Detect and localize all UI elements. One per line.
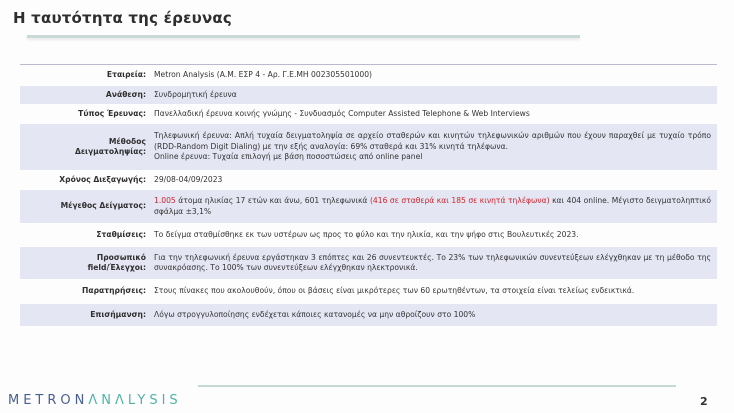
table-row-weighting — [20, 224, 717, 247]
row-label: Παρατηρήσεις: — [82, 286, 146, 296]
logo-metron: METRON — [8, 393, 89, 408]
row-value: 29/08-04/09/2023 — [154, 174, 223, 184]
sample-text: άτομα ηλικίας 17 ετών και άνω, 601 τηλεφωνικά — [175, 196, 370, 205]
row-value: Συνδρομητική έρευνα — [154, 89, 237, 99]
sample-total: 1.005 — [154, 196, 176, 205]
sample-phone-split: (416 σε σταθερά και 185 σε κινητά τηλέφωνα) — [369, 196, 550, 205]
row-value — [154, 131, 717, 163]
table-row-sample-size — [20, 190, 717, 224]
row-value: Πανελλαδική έρευνα κοινής γνώμης - Συνδυασμός Computer Assisted Telephone & Web Interviews — [154, 108, 530, 118]
row-label: Τύπος Έρευνας: — [78, 108, 146, 118]
row-label-line1: Προσωπικό — [96, 252, 146, 262]
page-number: 2 — [700, 395, 708, 408]
page-title: Η ταυτότητα της έρευνας — [13, 9, 232, 27]
row-label: Χρόνος Διεξαγωγής: — [59, 174, 146, 184]
title-divider — [27, 35, 580, 38]
table-row-period — [20, 171, 717, 190]
row-value: Λόγω στρογγυλοποίησης ενδέχεται κάποιες κατανομές να μην αθροίζουν στο 100% — [154, 309, 476, 319]
row-label: Εταιρεία: — [106, 69, 146, 79]
row-value: Metron Analysis (Α.Μ. ΕΣΡ 4 - Αρ. Γ.Ε.ΜΗ 002305501000) — [154, 69, 372, 79]
metron-analysis-logo — [8, 393, 182, 408]
row-value: Το δείγμα σταθμίσθηκε εκ των υστέρων ως προς το φύλο και την ηλικία, και την ψήφο στις Βουλευτικές 2023. — [154, 229, 579, 239]
sample-text-end: και 404 online. Μέγιστο δειγματοληπτικό σφάλμα ±3,1% — [154, 196, 711, 216]
row-value: Για την τηλεφωνική έρευνα εργάστηκαν 3 επόπτες και 26 συνεντευκτές. Το 23% των τηλεφωνικών συνεντεύξεων ελέγχθηκαν με τη μέθοδο της συνακρόασης. Το 100% των συνεντεύξεων ελέγχθηκαν ηλεκτρονικά. — [154, 252, 711, 272]
table-row-assignment — [20, 86, 717, 105]
row-label: Σταθμίσεις: — [96, 229, 146, 239]
table-row-field-staff — [20, 247, 717, 280]
row-value-line1: Τηλεφωνική έρευνα: Απλή τυχαία δειγματοληψία σε αρχείο σταθερών και κινητών τηλεφωνικών αριθμών που έχουν παραχθεί με τυχαίο τρόπο (RDD-Random Digit Dialing) με την εξής αναλογία: 69% σταθερά και 31% κινητά τηλέφωνα. — [154, 131, 711, 151]
row-label — [20, 137, 154, 158]
row-value — [154, 196, 717, 217]
row-label — [20, 253, 154, 274]
row-label: Μέγεθος Δείγματος: — [60, 201, 146, 211]
row-label-line2: field/Έλεγχοι: — [87, 263, 146, 272]
survey-identity-table — [20, 64, 717, 327]
table-row-company — [20, 65, 717, 86]
row-value: Στους πίνακες που ακολουθούν, όπου οι βάσεις είναι μικρότερες των 60 ερωτηθέντων, τα στοιχεία είναι τελείως ενδεικτικά. — [154, 286, 635, 296]
table-row-remark — [20, 304, 717, 327]
table-row-survey-type — [20, 105, 717, 124]
row-label-line2: Δειγματοληψίας: — [74, 147, 146, 156]
row-label: Επισήμανση: — [90, 309, 146, 319]
row-label-line1: Μέθοδος — [108, 136, 146, 146]
row-label: Ανάθεση: — [105, 89, 146, 99]
table-row-sampling-method — [20, 124, 717, 171]
row-value-line2: Online έρευνα: Τυχαία επιλογή με βάση ποσοστώσεις από online panel — [154, 152, 423, 162]
footer-divider — [198, 385, 676, 387]
logo-analysis: ΛNΛLYSIS — [88, 393, 182, 408]
table-row-notes — [20, 280, 717, 304]
